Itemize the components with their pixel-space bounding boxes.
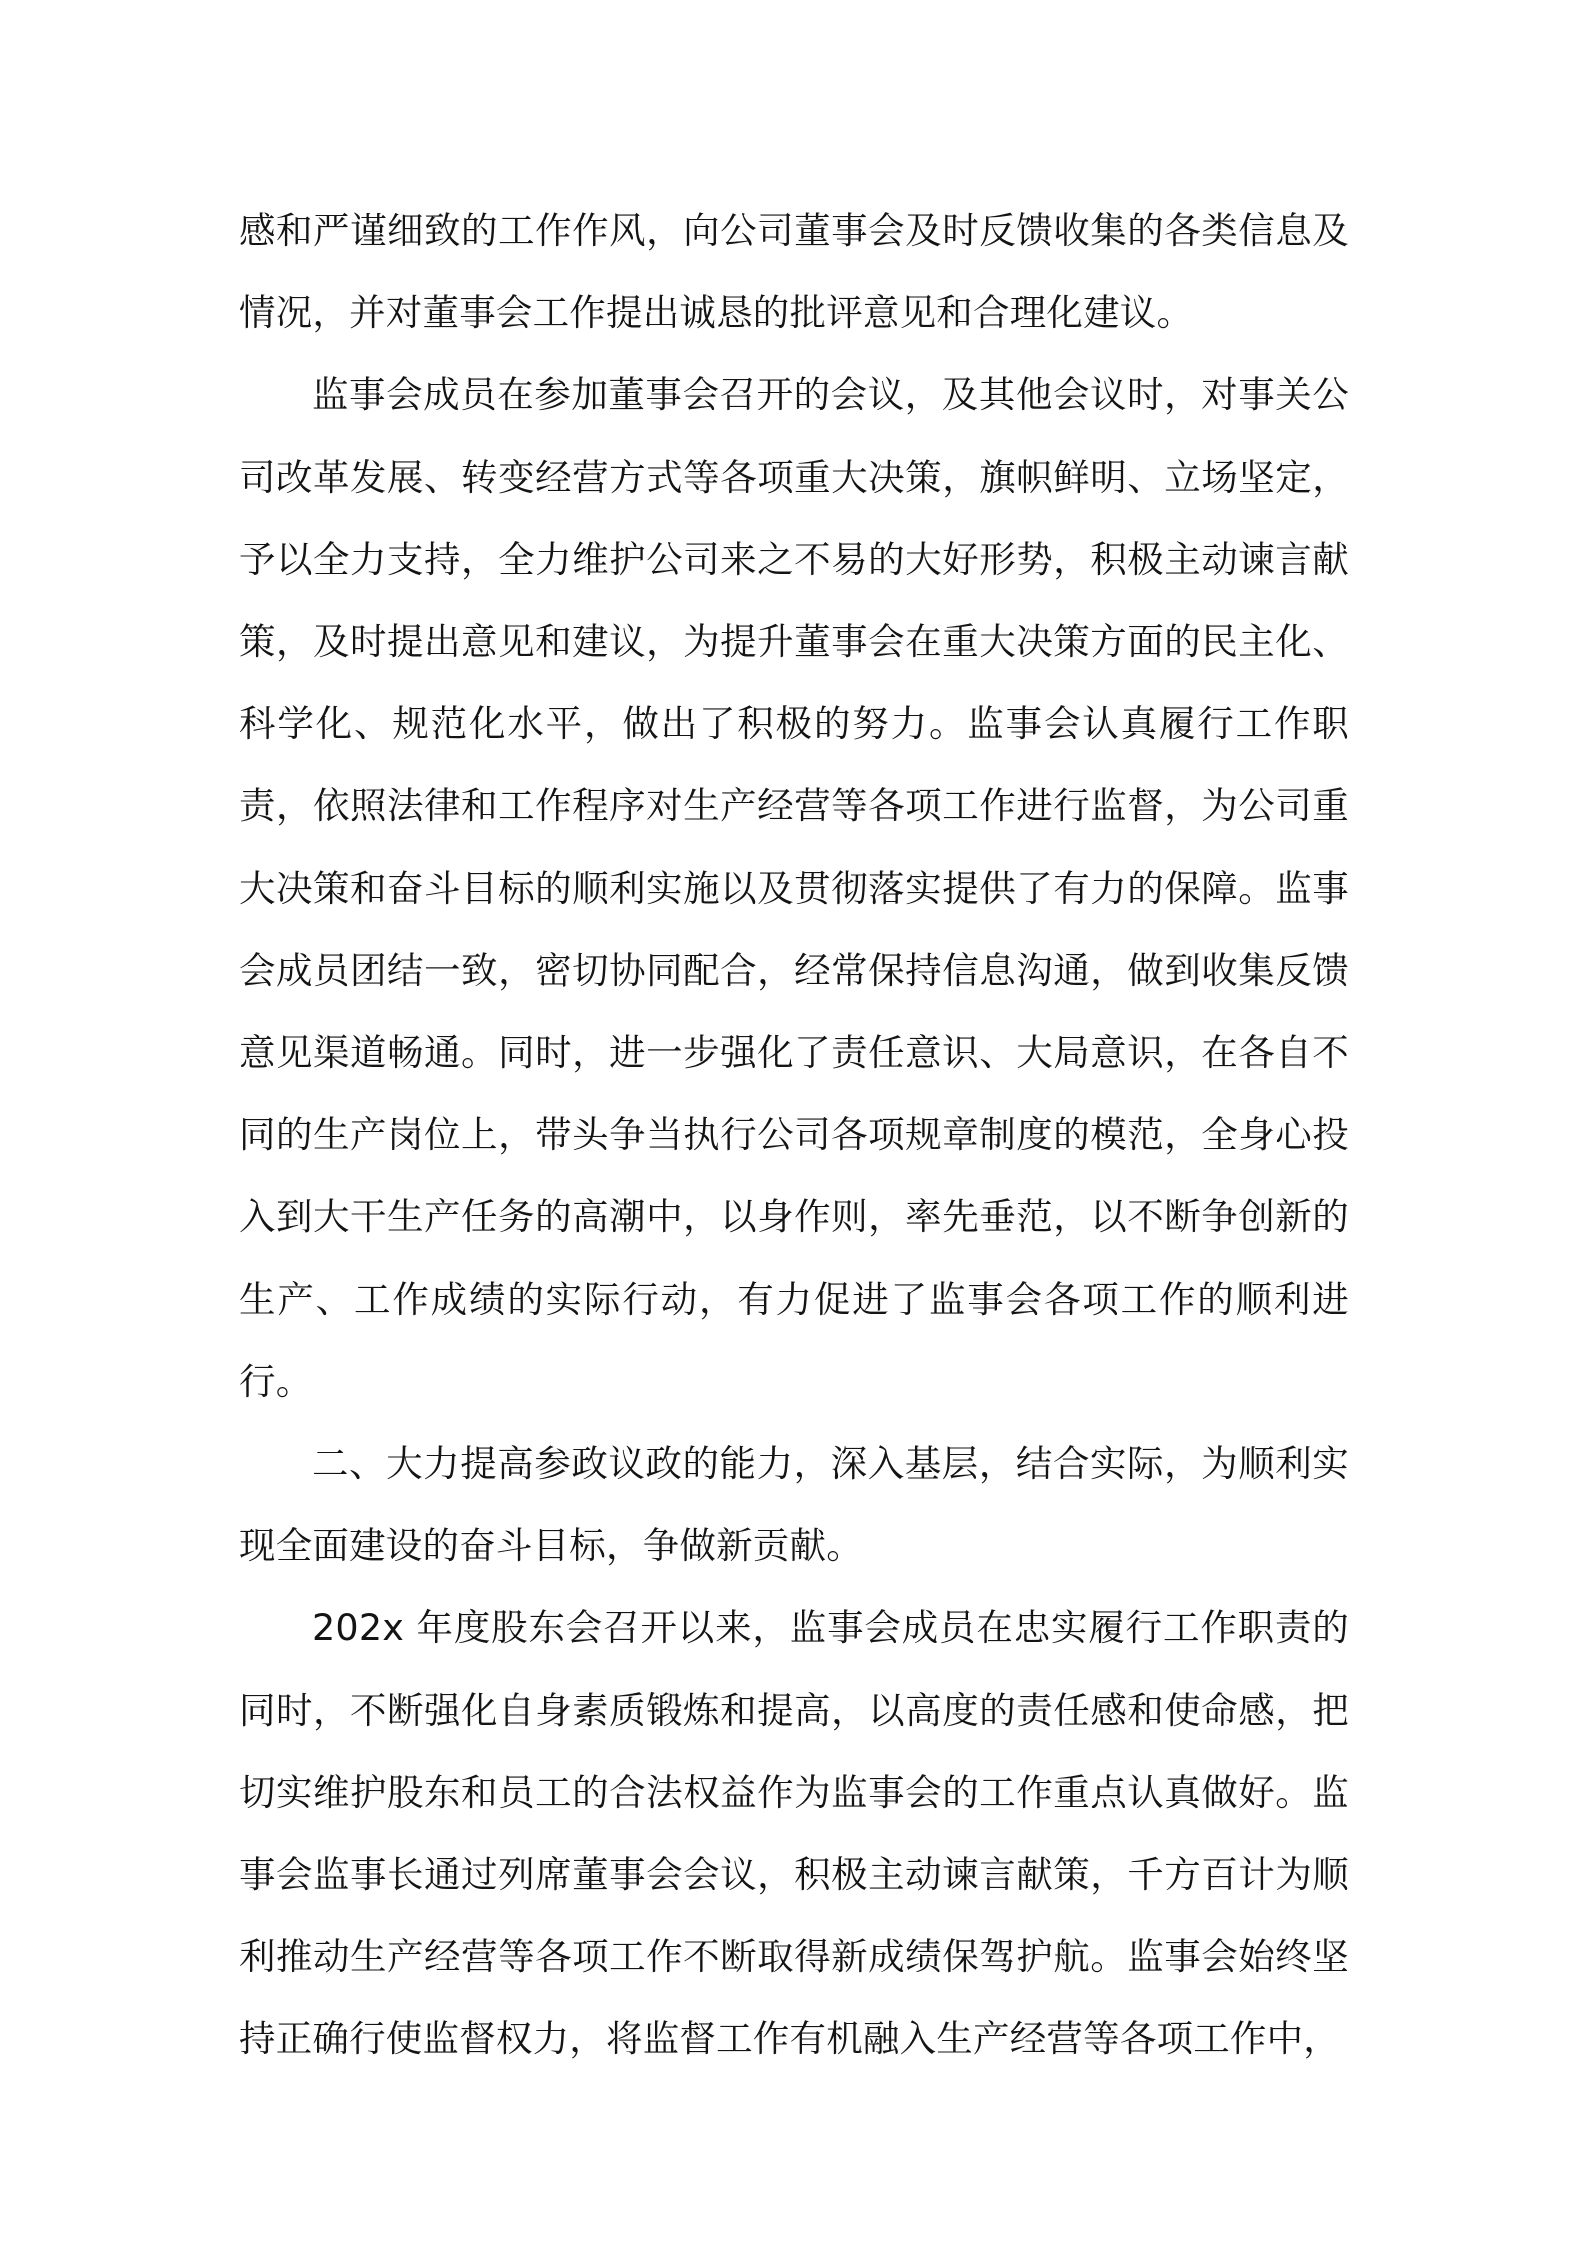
paragraph-1: 感和严谨细致的工作作风，向公司董事会及时反馈收集的各类信息及情况，并对董事会工作提出诚恳的批评意见和合理化建议。	[239, 209, 1349, 335]
document-body	[239, 190, 1349, 2081]
paragraph-4: 202x 年度股东会召开以来，监事会成员在忠实履行工作职责的同时，不断强化自身素质锻炼和提高，以高度的责任感和使命感，把切实维护股东和员工的合法权益作为监事会的工作重点认真做好。监事会监事长通过列席董事会会议，积极主动谏言献策，千方百计为顺利推动生产经营等各项工作不断取得新成绩保驾护航。监事会始终坚持正确行使监督权力，将监督工作有机融入生产经营等各项工作中，	[239, 1606, 1349, 2061]
paragraph-2: 监事会成员在参加董事会召开的会议，及其他会议时，对事关公司改革发展、转变经营方式等各项重大决策，旗帜鲜明、立场坚定，予以全力支持，全力维护公司来之不易的大好形势，积极主动谏言献策，及时提出意见和建议，为提升董事会在重大决策方面的民主化、科学化、规范化水平，做出了积极的努力。监事会认真履行工作职责，依照法律和工作程序对生产经营等各项工作进行监督，为公司重大决策和奋斗目标的顺利实施以及贯彻落实提供了有力的保障。监事会成员团结一致，密切协同配合，经常保持信息沟通，做到收集反馈意见渠道畅通。同时，进一步强化了责任意识、大局意识，在各自不同的生产岗位上，带头争当执行公司各项规章制度的模范，全身心投入到大干生产任务的高潮中，以身作则，率先垂范，以不断争创新的生产、工作成绩的实际行动，有力促进了监事会各项工作的顺利进行。	[239, 373, 1349, 1403]
paragraph-3-section-heading: 二、大力提高参政议政的能力，深入基层，结合实际，为顺利实现全面建设的奋斗目标，争做新贡献。	[239, 1442, 1349, 1568]
